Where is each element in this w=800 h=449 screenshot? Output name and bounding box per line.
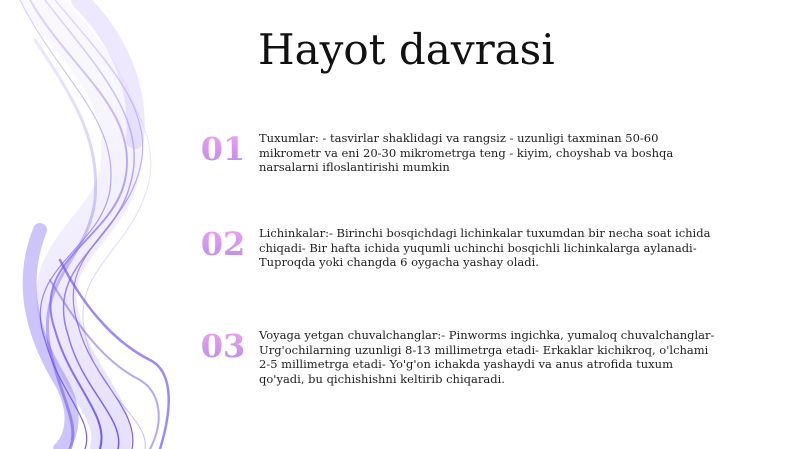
item-text: Lichinkalar:- Birinchi bosqichdagi lichinkalar tuxumdan bir necha soat ichida chiqadi- Bir hafta ichida yuqumli uchinchi bosqichli lichinkalarga aylanadi- Tuproqda yoki changda 6 oygacha yashay oladi.: [259, 226, 711, 270]
item-text: Tuxumlar: - tasvirlar shaklidagi va rangsiz - uzunligi taxminan 50-60 mikrometr va eni 20-30 mikrometrga teng - kiyim, choyshab va boshqa narsalarni ifloslantirishi mumkin: [259, 131, 674, 175]
item-number: 01: [195, 131, 251, 167]
item-number: 03: [195, 328, 251, 364]
item-text: Voyaga yetgan chuvalchanglar:- Pinworms ingichka, yumaloq chuvalchanglar- Urg'ochilarning uzunligi 8-13 millimetrga etadi- Erkaklar kichikroq, o'lchami 2-5 millimetrga etadi- Yo'g'on ichakda yashaydi va anus atrofida tuxum qo'yadi, bu qichishishni keltirib chiqaradi.: [259, 328, 715, 386]
slide-title: Hayot davrasi: [258, 25, 555, 74]
item-number: 02: [195, 226, 251, 262]
smoke-wave-decoration: [0, 0, 200, 449]
